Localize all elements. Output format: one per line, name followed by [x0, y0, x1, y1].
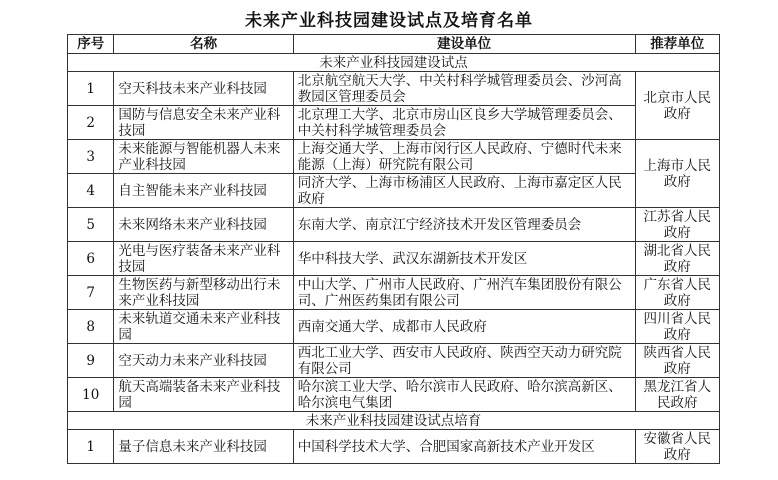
park-name: 量子信息未来产业科技园 — [114, 430, 293, 464]
construction-units: 北京航空航天大学、中关村科学城管理委员会、沙河高教园区管理委员会 — [293, 72, 635, 106]
section-label: 未来产业科技园建设试点培育 — [68, 412, 720, 430]
table-row — [68, 344, 720, 378]
section-row — [68, 54, 720, 72]
section-label: 未来产业科技园建设试点 — [68, 54, 720, 72]
table-row — [68, 106, 720, 140]
row-number: 8 — [68, 310, 114, 344]
table-row — [68, 310, 720, 344]
header-units: 建设单位 — [293, 35, 635, 54]
table-row — [68, 378, 720, 412]
park-name: 未来轨道交通未来产业科技园 — [114, 310, 293, 344]
row-number: 1 — [68, 72, 114, 106]
row-number: 6 — [68, 242, 114, 276]
header-recommender: 推荐单位 — [635, 35, 719, 54]
row-number: 9 — [68, 344, 114, 378]
construction-units: 华中科技大学、武汉东湖新技术开发区 — [293, 242, 635, 276]
park-name: 未来网络未来产业科技园 — [114, 208, 293, 242]
recommending-unit: 北京市人民政府 — [635, 72, 719, 140]
recommending-unit: 江苏省人民政府 — [635, 208, 719, 242]
construction-units: 西南交通大学、成都市人民政府 — [293, 310, 635, 344]
construction-units: 西北工业大学、西安市人民政府、陕西空天动力研究院有限公司 — [293, 344, 635, 378]
row-number: 1 — [68, 430, 114, 464]
construction-units: 中国科学技术大学、合肥国家高新技术产业开发区 — [293, 430, 635, 464]
row-number: 10 — [68, 378, 114, 412]
table-row — [68, 276, 720, 310]
section-row — [68, 412, 720, 430]
recommending-unit: 四川省人民政府 — [635, 310, 719, 344]
construction-units: 同济大学、上海市杨浦区人民政府、上海市嘉定区人民政府 — [293, 174, 635, 208]
row-number: 4 — [68, 174, 114, 208]
park-name: 生物医药与新型移动出行未来产业科技园 — [114, 276, 293, 310]
row-number: 2 — [68, 106, 114, 140]
table-row — [68, 174, 720, 208]
table-row — [68, 242, 720, 276]
park-name: 国防与信息安全未来产业科技园 — [114, 106, 293, 140]
row-number: 5 — [68, 208, 114, 242]
table-row — [68, 140, 720, 174]
list-table — [67, 34, 720, 464]
park-name: 光电与医疗装备未来产业科技园 — [114, 242, 293, 276]
recommending-unit: 广东省人民政府 — [635, 276, 719, 310]
table-row — [68, 72, 720, 106]
table-row — [68, 208, 720, 242]
row-number: 3 — [68, 140, 114, 174]
table-row — [68, 430, 720, 464]
header-row — [68, 35, 720, 54]
park-name: 航天高端装备未来产业科技园 — [114, 378, 293, 412]
table-body — [68, 54, 720, 464]
construction-units: 东南大学、南京江宁经济技术开发区管理委员会 — [293, 208, 635, 242]
recommending-unit: 湖北省人民政府 — [635, 242, 719, 276]
header-name: 名称 — [114, 35, 293, 54]
park-name: 空天科技未来产业科技园 — [114, 72, 293, 106]
row-number: 7 — [68, 276, 114, 310]
header-no: 序号 — [68, 35, 114, 54]
construction-units: 北京理工大学、北京市房山区良乡大学城管理委员会、中关村科学城管理委员会 — [293, 106, 635, 140]
recommending-unit: 陕西省人民政府 — [635, 344, 719, 378]
park-name: 未来能源与智能机器人未来产业科技园 — [114, 140, 293, 174]
recommending-unit: 上海市人民政府 — [635, 140, 719, 208]
construction-units: 上海交通大学、上海市闵行区人民政府、宁德时代未来能源（上海）研究院有限公司 — [293, 140, 635, 174]
document-title: 未来产业科技园建设试点及培育名单 — [245, 11, 533, 31]
construction-units: 中山大学、广州市人民政府、广州汽车集团股份有限公司、广州医药集团有限公司 — [293, 276, 635, 310]
recommending-unit: 黑龙江省人民政府 — [635, 378, 719, 412]
park-name: 自主智能未来产业科技园 — [114, 174, 293, 208]
construction-units: 哈尔滨工业大学、哈尔滨市人民政府、哈尔滨高新区、哈尔滨电气集团 — [293, 378, 635, 412]
recommending-unit: 安徽省人民政府 — [635, 430, 719, 464]
park-name: 空天动力未来产业科技园 — [114, 344, 293, 378]
